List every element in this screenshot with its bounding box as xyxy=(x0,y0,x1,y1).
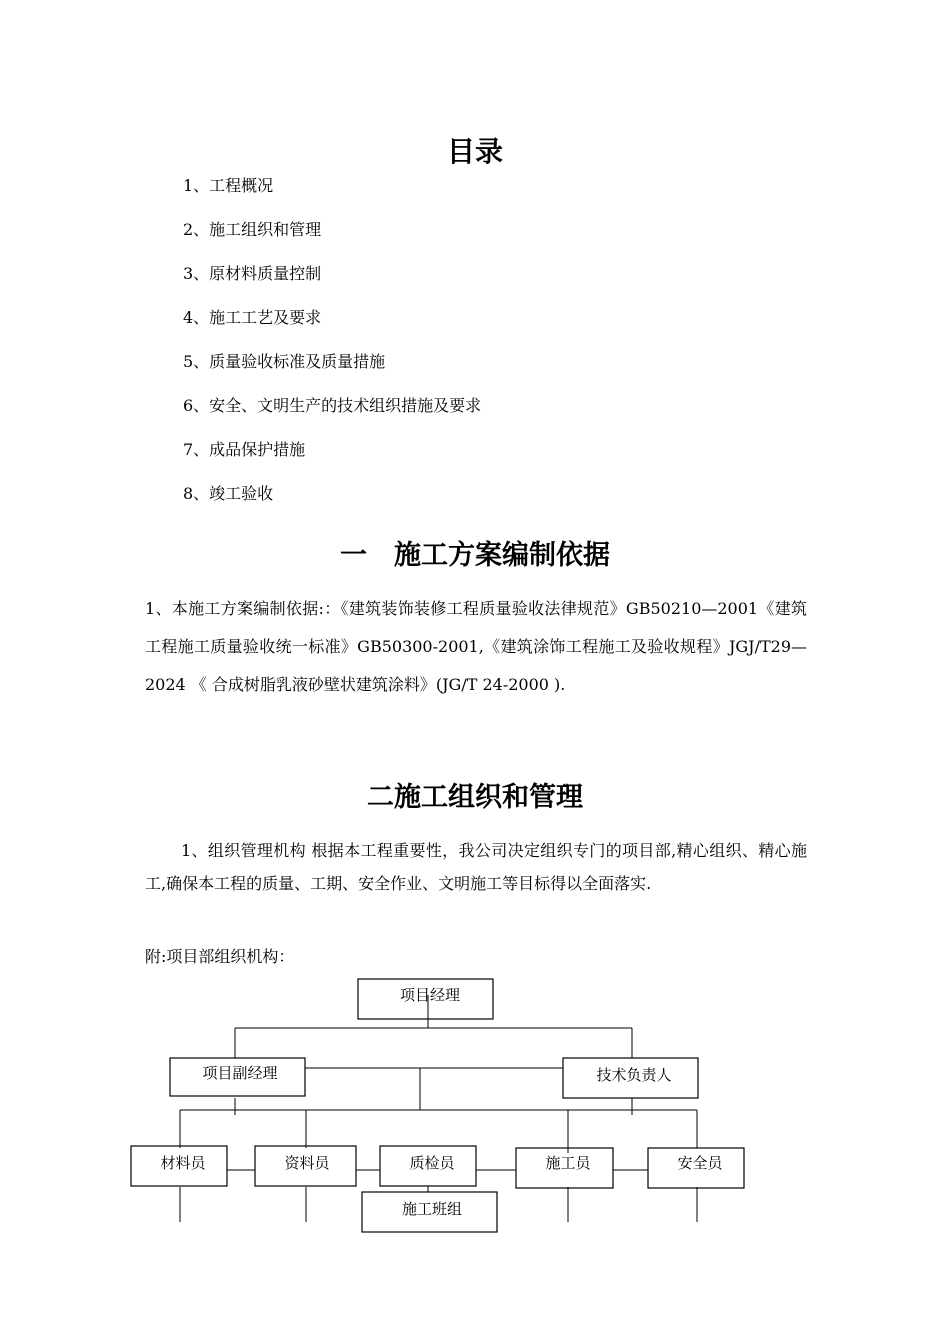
org-box-tech-lead xyxy=(563,1058,698,1098)
org-box-documents xyxy=(255,1146,356,1186)
org-box-materials xyxy=(131,1146,227,1186)
section2-note: 附:项目部组织机构： xyxy=(145,947,295,966)
toc-item[interactable]: 6、安全、文明生产的技术组织措施及要求 xyxy=(183,396,482,415)
org-label-safety: 安全员 xyxy=(677,1154,723,1172)
org-label-team: 施工班组 xyxy=(401,1200,463,1218)
org-box-quality xyxy=(380,1146,476,1186)
org-box-construction xyxy=(516,1148,613,1188)
org-label-manager: 项目经理 xyxy=(399,986,461,1004)
org-label-documents: 资料员 xyxy=(284,1154,330,1172)
org-label-deputy: 项目副经理 xyxy=(202,1064,278,1082)
org-label-tech-lead: 技术负责人 xyxy=(596,1066,672,1084)
org-box-deputy xyxy=(170,1058,305,1096)
org-chart xyxy=(0,960,950,1250)
org-label-quality: 质检员 xyxy=(409,1154,455,1172)
toc-item[interactable]: 1、工程概况 xyxy=(183,176,274,195)
toc-item[interactable]: 8、竣工验收 xyxy=(183,484,274,503)
toc-item[interactable]: 3、原材料质量控制 xyxy=(183,264,322,283)
org-box-manager xyxy=(358,979,493,1019)
section2-paragraph: 1、组织管理机构 根据本工程重要性，我公司决定组织专门的项目部,精心组织、精心施工,确保本工程的质量、工期、安全作业、文明施工等目标得以全面落实. xyxy=(145,841,807,893)
toc-item[interactable]: 7、成品保护措施 xyxy=(183,440,306,459)
org-label-materials: 材料员 xyxy=(160,1154,206,1172)
section2-heading: 二施工组织和管理 xyxy=(367,782,583,813)
org-box-team xyxy=(362,1192,497,1232)
toc-list xyxy=(183,172,481,524)
section1-paragraph: 1、本施工方案编制依据:：《建筑装饰装修工程质量验收法律规范》GB50210—2001《建筑工程施工质量验收统一标准》GB50300-2001,《建筑涂饰工程施工及验收规程》JGJ/T29—2024 《 合成树脂乳液砂壁状建筑涂料》(JG/T 24-2000 ). xyxy=(145,599,807,694)
org-label-construction: 施工员 xyxy=(545,1154,591,1172)
toc-item[interactable]: 5、质量验收标准及质量措施 xyxy=(183,352,386,371)
toc-item[interactable]: 4、施工工艺及要求 xyxy=(183,308,322,327)
toc-title: 目录 xyxy=(446,135,503,168)
section1-heading: 一 施工方案编制依据 xyxy=(340,540,610,571)
org-box-safety xyxy=(648,1148,744,1188)
org-chart-lines xyxy=(180,995,697,1222)
toc-item[interactable]: 2、施工组织和管理 xyxy=(183,220,322,239)
